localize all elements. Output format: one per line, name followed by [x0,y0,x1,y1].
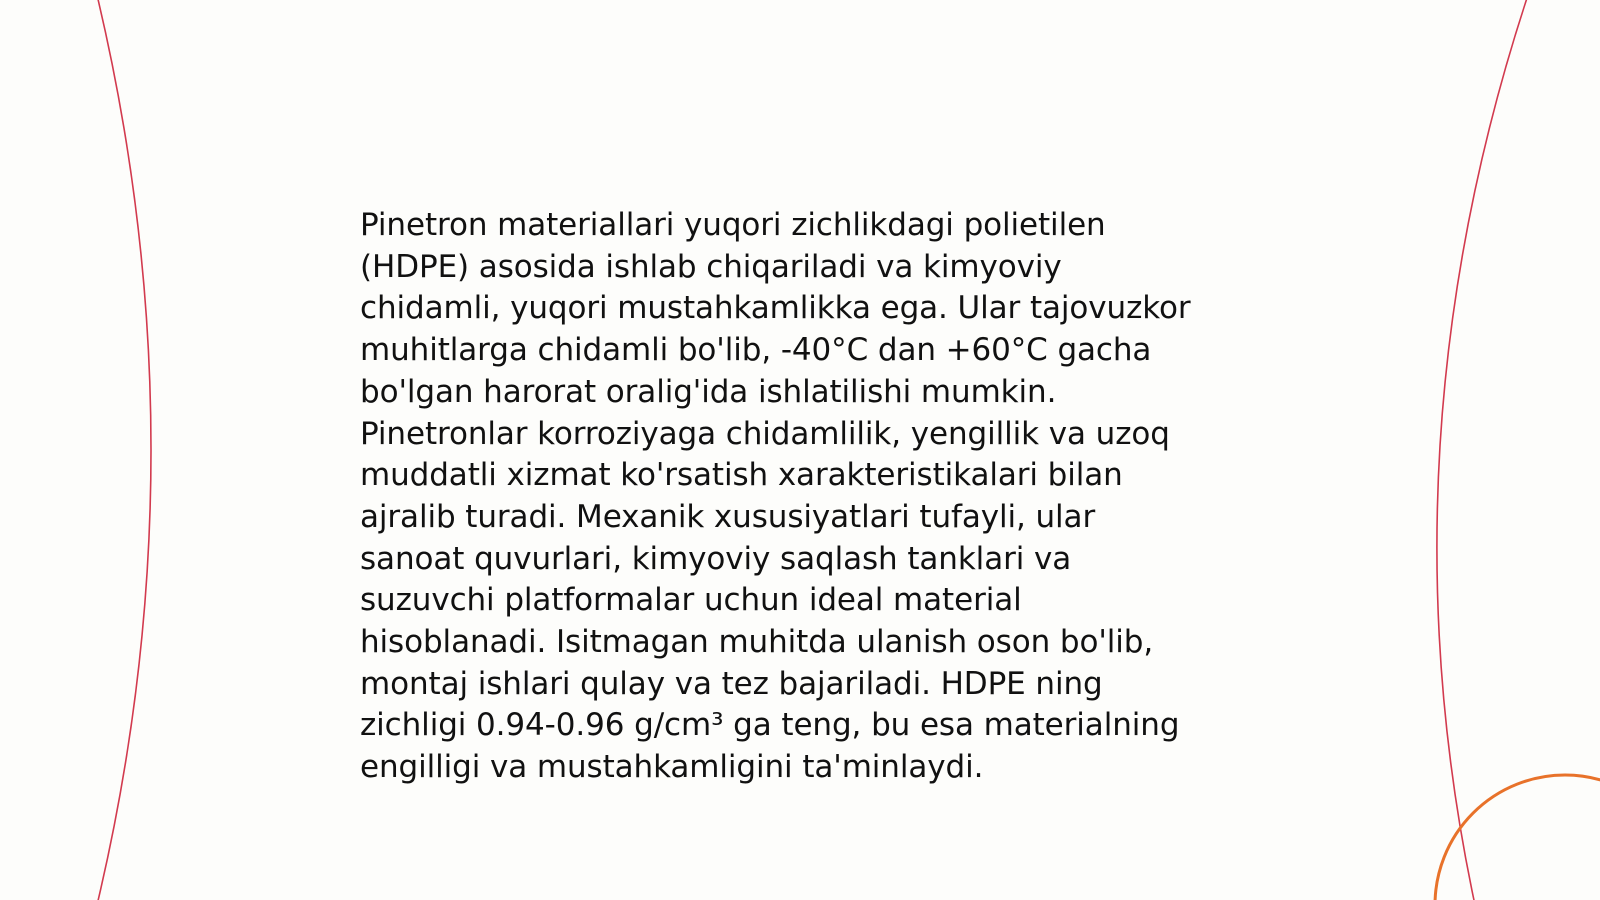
accent-arc [1435,775,1600,900]
body-paragraph: Pinetron materiallari yuqori zichlikdagi polietilen (HDPE) asosida ishlab chiqariladi va kimyoviy chidamli, yuqori mustahkamlikka ega. Ular tajovuzkor muhitlarga chidamli bo'lib, -40°C dan +60°C gacha bo'lgan harorat oralig'ida ishlatilishi mumkin. Pinetronlar korroziyaga chidamlilik, yengillik va uzoq muddatli xizmat ko'rsatish xarakteristikalari bilan ajralib turadi. Mexanik xususiyatlari tufayli, ular sanoat quvurlari, kimyoviy saqlash tanklari va suzuvchi platformalar uchun ideal material hisoblanadi. Isitmagan muhitda ulanish oson bo'lib, montaj ishlari qulay va tez bajariladi. HDPE ning zichligi 0.94-0.96 g/cm³ ga teng, bu esa materialning engilligi va mustahkamligini ta'minlaydi. [360,207,1191,786]
left-curve-line [97,0,151,900]
right-curve-line [1437,0,1528,900]
